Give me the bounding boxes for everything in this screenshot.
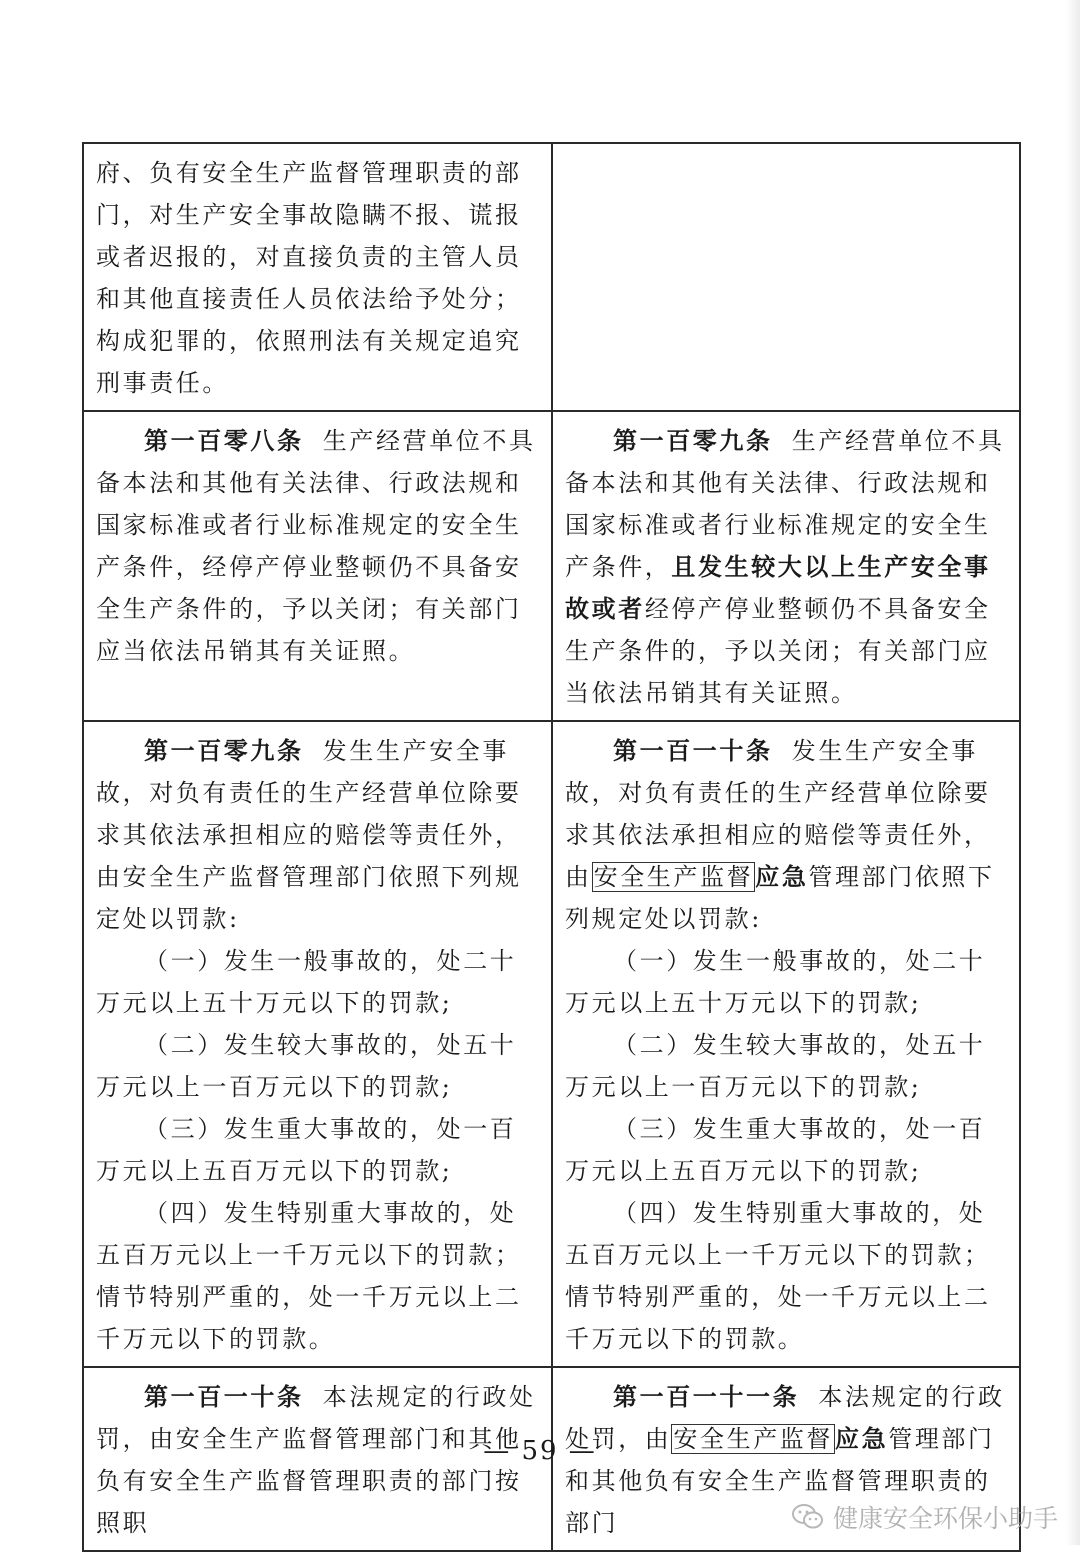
old-text-cell	[83, 411, 552, 721]
paragraph	[96, 420, 539, 672]
old-text-cell	[83, 721, 552, 1367]
article-number: 第一百一十条	[144, 1382, 304, 1411]
article-text: 管理部门依照下列规定处以罚款:	[565, 863, 995, 933]
article-number: 第一百一十条	[613, 736, 773, 765]
article-number: 第一百零九条	[144, 736, 304, 765]
page-number: — 59 —	[483, 1436, 597, 1466]
article-text: 管理部门和其他负有安全生产监督管理职责的部门	[565, 1425, 995, 1537]
article-text: 生产经营单位不具备本法和其他有关法律、行政法规和国家标准或者行业标准规定的安全生产条件，	[565, 427, 1005, 581]
article-text: 生产经营单位不具备本法和其他有关法律、行政法规和国家标准或者行业标准规定的安全生产条件，经停产停业整顿仍不具备安全生产条件的，予以关闭；有关部门应当依法吊销其有关证照。	[96, 427, 536, 665]
list-item: （三）发生重大事故的，处一百万元以上五百万元以下的罚款;	[96, 1115, 517, 1185]
article-text: 本法规定的行政处罚，由安全生产监督管理部门和其他负有安全生产监督管理职责的部门按照职	[96, 1383, 536, 1537]
article-text: 本法规定的行政处罚，由	[565, 1383, 1005, 1453]
table-row	[83, 411, 1020, 721]
article-text: 发生生产安全事故，对负有责任的生产经营单位除要求其依法承担相应的赔偿等责任外，由	[565, 737, 991, 891]
old-text-cell	[83, 143, 552, 411]
article-number: 第一百零八条	[144, 426, 304, 455]
paragraph	[96, 730, 539, 940]
new-text-cell	[552, 411, 1020, 721]
page-edge-shadow	[1066, 0, 1080, 1545]
paragraph	[565, 420, 1007, 714]
table-row	[83, 143, 1020, 411]
new-text-cell	[552, 721, 1020, 1367]
article-text: 经停产停业整顿仍不具备安全生产条件的，予以关闭；有关部门应当依法吊销其有关证照。	[565, 595, 991, 707]
deleted-text: 安全生产监督	[673, 1425, 834, 1453]
list-item: （一）发生一般事故的，处二十万元以上五十万元以下的罚款;	[96, 947, 517, 1017]
list-item: （二）发生较大事故的，处五十万元以上一百万元以下的罚款;	[96, 1031, 517, 1101]
added-text: 应急	[755, 862, 809, 891]
watermark-text: 健康安全环保小助手	[832, 1504, 1058, 1533]
article-number: 第一百一十一条	[613, 1382, 800, 1411]
table-row	[83, 721, 1020, 1367]
deleted-text: 安全生产监督	[593, 863, 754, 891]
list-item: （四）发生特别重大事故的，处五百万元以上一千万元以下的罚款；情节特别严重的，处一千万元以上二千万元以下的罚款。	[565, 1199, 991, 1353]
new-text-cell	[552, 143, 1020, 411]
added-text: 应急	[835, 1424, 889, 1453]
list-item: （二）发生较大事故的，处五十万元以上一百万元以下的罚款;	[565, 1031, 986, 1101]
paragraph	[565, 730, 1007, 940]
wechat-icon	[791, 1502, 825, 1532]
list-item: （一）发生一般事故的，处二十万元以上五十万元以下的罚款;	[565, 947, 986, 1017]
comparison-table	[82, 142, 1021, 1552]
list-item: （三）发生重大事故的，处一百万元以上五百万元以下的罚款;	[565, 1115, 986, 1185]
added-text: 且发生较大以上生产安全事故或者	[565, 552, 991, 623]
article-text: 发生生产安全事故，对负有责任的生产经营单位除要求其依法承担相应的赔偿等责任外，由安全生产监督管理部门依照下列规定处以罚款:	[96, 737, 522, 933]
paragraph: 府、负有安全生产监督管理职责的部门，对生产安全事故隐瞒不报、谎报或者迟报的，对直接负责的主管人员和其他直接责任人员依法给予处分；构成犯罪的，依照刑法有关规定追究刑事责任。	[96, 159, 522, 397]
list-item: （四）发生特别重大事故的，处五百万元以上一千万元以下的罚款；情节特别严重的，处一千万元以上二千万元以下的罚款。	[96, 1199, 522, 1353]
watermark	[791, 1499, 1058, 1535]
article-number: 第一百零九条	[613, 426, 773, 455]
